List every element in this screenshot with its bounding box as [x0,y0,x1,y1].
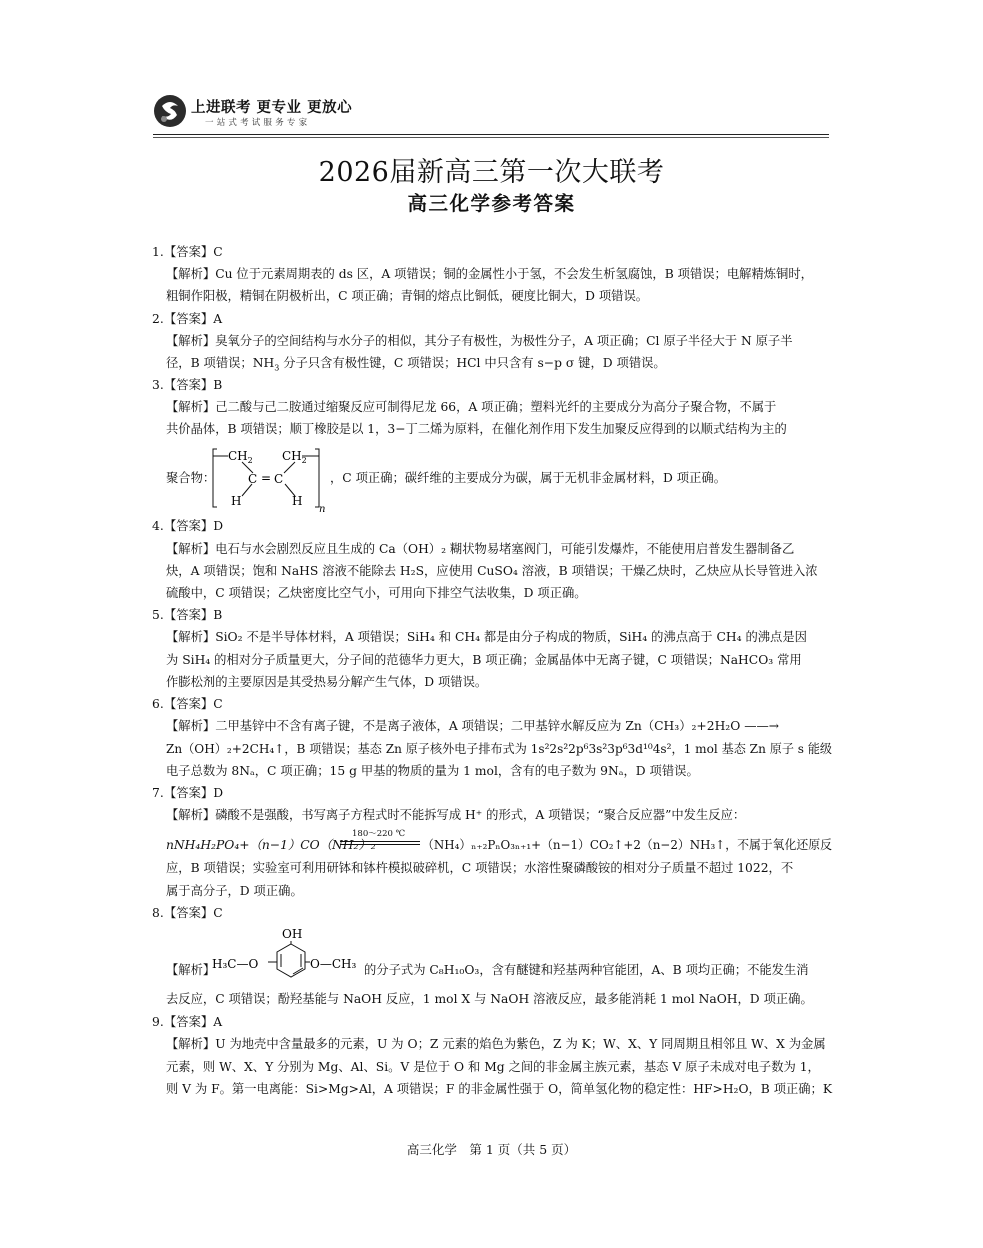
q9-analysis-line-2: 元素，则 W、X、Y 分别为 Mg、Al、Si。V 是位于 O 和 Mg 之间的非金属主族元素，基态 V 原子未成对电子数为 1， [166,1060,820,1074]
q5-analysis-line-1: 【解析】SiO₂ 不是半导体材料，A 项错误；SiH₄ 和 CH₄ 都是由分子构成的物质，SiH₄ 的沸点高于 CH₄ 的沸点是因 [166,630,807,644]
q1-answer: 【答案】C [164,245,223,259]
page-footer: 高三化学 第 1 页（共 5 页） [406,1142,577,1157]
q1-analysis-line-1: 【解析】Cu 位于元素周期表的 ds 区，A 项错误；铜的金属性小于氢，不会发生析氢腐蚀，B 项错误；电解精炼铜时， [166,267,813,281]
q6-answer: 【答案】C [164,697,223,711]
q6-number: 6. [152,697,164,711]
q8-analysis-line-1: 的分子式为 C₈H₁₀O₃，含有醚键和羟基两种官能团，A、B 项均正确；不能发生消 [364,963,809,977]
q8-analysis-prefix: 【解析】 [166,963,216,977]
q9-analysis-line-1: 【解析】U 为地壳中含量最多的元素，U 为 O；Z 元素的焰色为紫色，Z 为 K；W、X、Y 同周期且相邻且 W、X 为金属 [166,1037,826,1051]
q4-answer: 【答案】D [164,519,224,533]
q3-analysis-line-1: 【解析】己二酸与己二胺通过缩聚反应可制得尼龙 66，A 项正确；塑料光纤的主要成分为高分子聚合物，不属于 [166,400,777,414]
q8-analysis-line-2: 去反应，C 项错误；酚羟基能与 NaOH 反应，1 mol X 与 NaOH 溶液反应，最多能消耗 1 mol NaOH，D 项正确。 [166,992,813,1006]
repeat-n-label: n [319,504,326,513]
logo-tagline: 一站式考试服务专家 [205,118,311,128]
q7-analysis-line-4: 属于高分子，D 项正确。 [166,884,303,898]
q4-analysis-line-3: 硫酸中，C 项错误；乙炔密度比空气小，可用向下排空气法收集，D 项正确。 [166,586,587,600]
publisher-logo [153,92,373,132]
q7-number: 7. [152,786,164,800]
q7-products: （NH₄）ₙ₊₂PₙO₃ₙ₊₁+（n−1）CO₂↑+2（n−2）NH₃↑，不属于氧化还原反 [422,838,833,852]
double-bond-label: = [261,471,272,485]
q2-number: 2. [152,312,164,326]
q6-analysis-line-3: 电子总数为 8Nₐ，C 项正确；15 g 甲基的物质的量为 1 mol，含有的电子数为 9Nₐ，D 项错误。 [166,764,699,778]
c-left-label: C [248,472,258,486]
q7-reaction-condition: 180～220 ℃ [352,829,406,839]
c-right-label: C [274,472,284,486]
ch2-left-label: $CH_2$ [228,449,253,465]
reaction-arrow-bottom [340,844,420,845]
q5-answer: 【答案】B [164,608,223,622]
q3-analysis-line-2: 共价晶体，B 项错误；顺丁橡胶是以 1，3−丁二烯为原料，在催化剂作用下发生加聚反应得到的以顺式结构为主的 [166,422,787,436]
q7-analysis-line-1: 【解析】磷酸不是强酸，书写离子方程式时不能拆写成 H⁺ 的形式，A 项错误；“聚合反应器”中发生反应： [166,808,746,822]
ch2-right-label: $CH_2$ [282,449,307,465]
q7-analysis-line-3: 应，B 项错误；实验室可利用研钵和钵杵模拟破碎机，C 项错误；水溶性聚磷酸铵的相对分子质量不超过 1022，不 [166,861,794,875]
q3-number: 3. [152,378,164,392]
q9-analysis-line-3: 则 V 为 F。第一电离能：Si>Mg>Al，A 项错误；F 的非金属性强于 O，简单氢化物的稳定性：HF>H₂O，B 项正确；K [166,1082,833,1096]
exam-subtitle: 高三化学参考答案 [407,192,576,215]
q9-answer: 【答案】A [164,1015,223,1029]
q3-analysis-line-3-prefix: 聚合物： [166,471,216,485]
q7-reactants: nNH₄H₂PO₄+（n−1）CO（NH₂）₂ [166,838,376,852]
logo-emblem-icon [153,94,187,128]
q2-analysis-line-2: 径，B 项错误；$NH_3$ 分子只含有极性键，C 项错误；HCl 中只含有 s−p σ 键，D 项错误。 [166,356,666,373]
q3-analysis-line-3: ，C 项正确；碳纤维的主要成分为碳，属于无机非金属材料，D 项正确。 [330,471,726,485]
header-rule-thin [153,137,829,138]
exam-title: 2026届新高三第一次大联考 [318,157,665,188]
h-right-label: H [292,494,303,508]
reaction-arrow-top [340,841,420,842]
logo-slogan: 上进联考 更专业 更放心 [191,100,353,116]
q1-number: 1. [152,245,164,259]
q2-analysis-line-1: 【解析】臭氧分子的空间结构与水分子的相似，其分子有极性，为极性分子，A 项正确；Cl 原子半径大于 N 原子半 [166,334,793,348]
q8-number: 8. [152,906,164,920]
q4-analysis-line-1: 【解析】电石与水会剧烈反应且生成的 Ca（OH）₂ 糊状物易堵塞阀门，可能引发爆炸，不能使用启普发生器制备乙 [166,542,795,556]
q3-answer: 【答案】B [164,378,223,392]
q8-answer: 【答案】C [164,906,223,920]
q7-answer: 【答案】D [164,786,224,800]
right-methoxy-label: O—CH₃ [310,957,357,971]
q9-number: 9. [152,1015,164,1029]
q1-analysis-line-2: 粗铜作阳极，精铜在阴极析出，C 项正确；青铜的熔点比铜低，硬度比铜大，D 项错误。 [166,289,649,303]
q6-analysis-line-1: 【解析】二甲基锌中不含有离子键，不是离子液体，A 项错误；二甲基锌水解反应为 Zn（CH₃）₂+2H₂O ——→ [166,719,780,733]
q4-analysis-line-2: 炔，A 项错误；饱和 NaHS 溶液不能除去 H₂S，应使用 CuSO₄ 溶液，B 项错误；干燥乙炔时，乙炔应从长导管进入浓 [166,564,818,578]
q5-analysis-line-3: 作膨松剂的主要原因是其受热易分解产生气体，D 项错误。 [166,675,488,689]
q2-answer: 【答案】A [164,312,223,326]
q5-number: 5. [152,608,164,622]
q5-analysis-line-2: 为 SiH₄ 的相对分子质量更大，分子间的范德华力更大，B 项正确；金属晶体中无离子键，C 项错误；NaHCO₃ 常用 [166,653,802,667]
header-rule [153,134,829,135]
left-methoxy-label: H₃C—O [212,957,259,971]
h-left-label: H [231,494,242,508]
q4-number: 4. [152,519,164,533]
hydroxyl-label: OH [282,927,303,941]
polybutadiene-structure [210,443,328,513]
q6-analysis-line-2: Zn（OH）₂+2CH₄↑，B 项错误；基态 Zn 原子核外电子排布式为 1s²2s²2p⁶3s²3p⁶3d¹⁰4s²，1 mol 基态 Zn 原子 s 能级 [166,742,833,756]
dimethoxyphenol-structure [212,924,362,984]
